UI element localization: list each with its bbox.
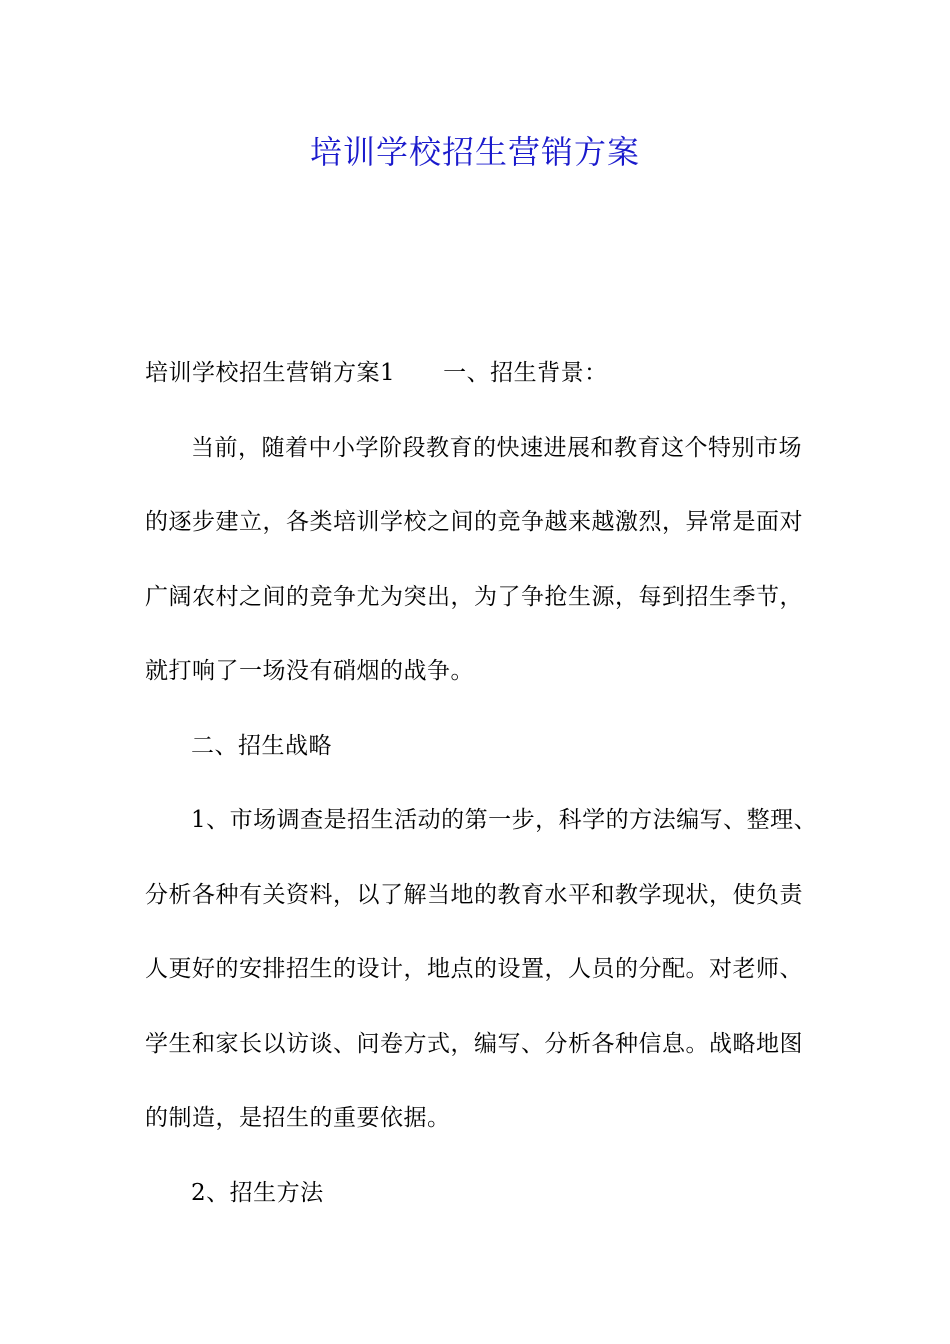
paragraph-background: 当前，随着中小学阶段教育的快速进展和教育这个特别市场的逐步建立，各类培训学校之间的竞争越来越激烈，异常是面对广阔农村之间的竞争尤为突出，为了争抢生源，每到招生季节，就打响了一场没有硝烟的战争。 bbox=[145, 434, 803, 684]
heading-part-1: 培训学校招生营销方案1 bbox=[145, 360, 396, 386]
section-heading-methods: 2、招生方法 bbox=[191, 1179, 324, 1206]
section-heading-strategy: 二、招生战略 bbox=[191, 732, 332, 759]
document-body bbox=[145, 336, 820, 1230]
heading-line bbox=[145, 336, 820, 411]
paragraph-market-research: 1、市场调查是招生活动的第一步，科学的方法编写、整理、分析各种有关资料，以了解当地的教育水平和教学现状，使负责人更好的安排招生的设计，地点的设置，人员的分配。对老师、学生和家长以访谈、问卷方式，编写、分析各种信息。战略地图的制造，是招生的重要依据。 bbox=[145, 807, 818, 1131]
heading-part-2: 一、招生背景： bbox=[443, 360, 608, 386]
document-title: 培训学校招生营销方案 bbox=[309, 133, 640, 171]
